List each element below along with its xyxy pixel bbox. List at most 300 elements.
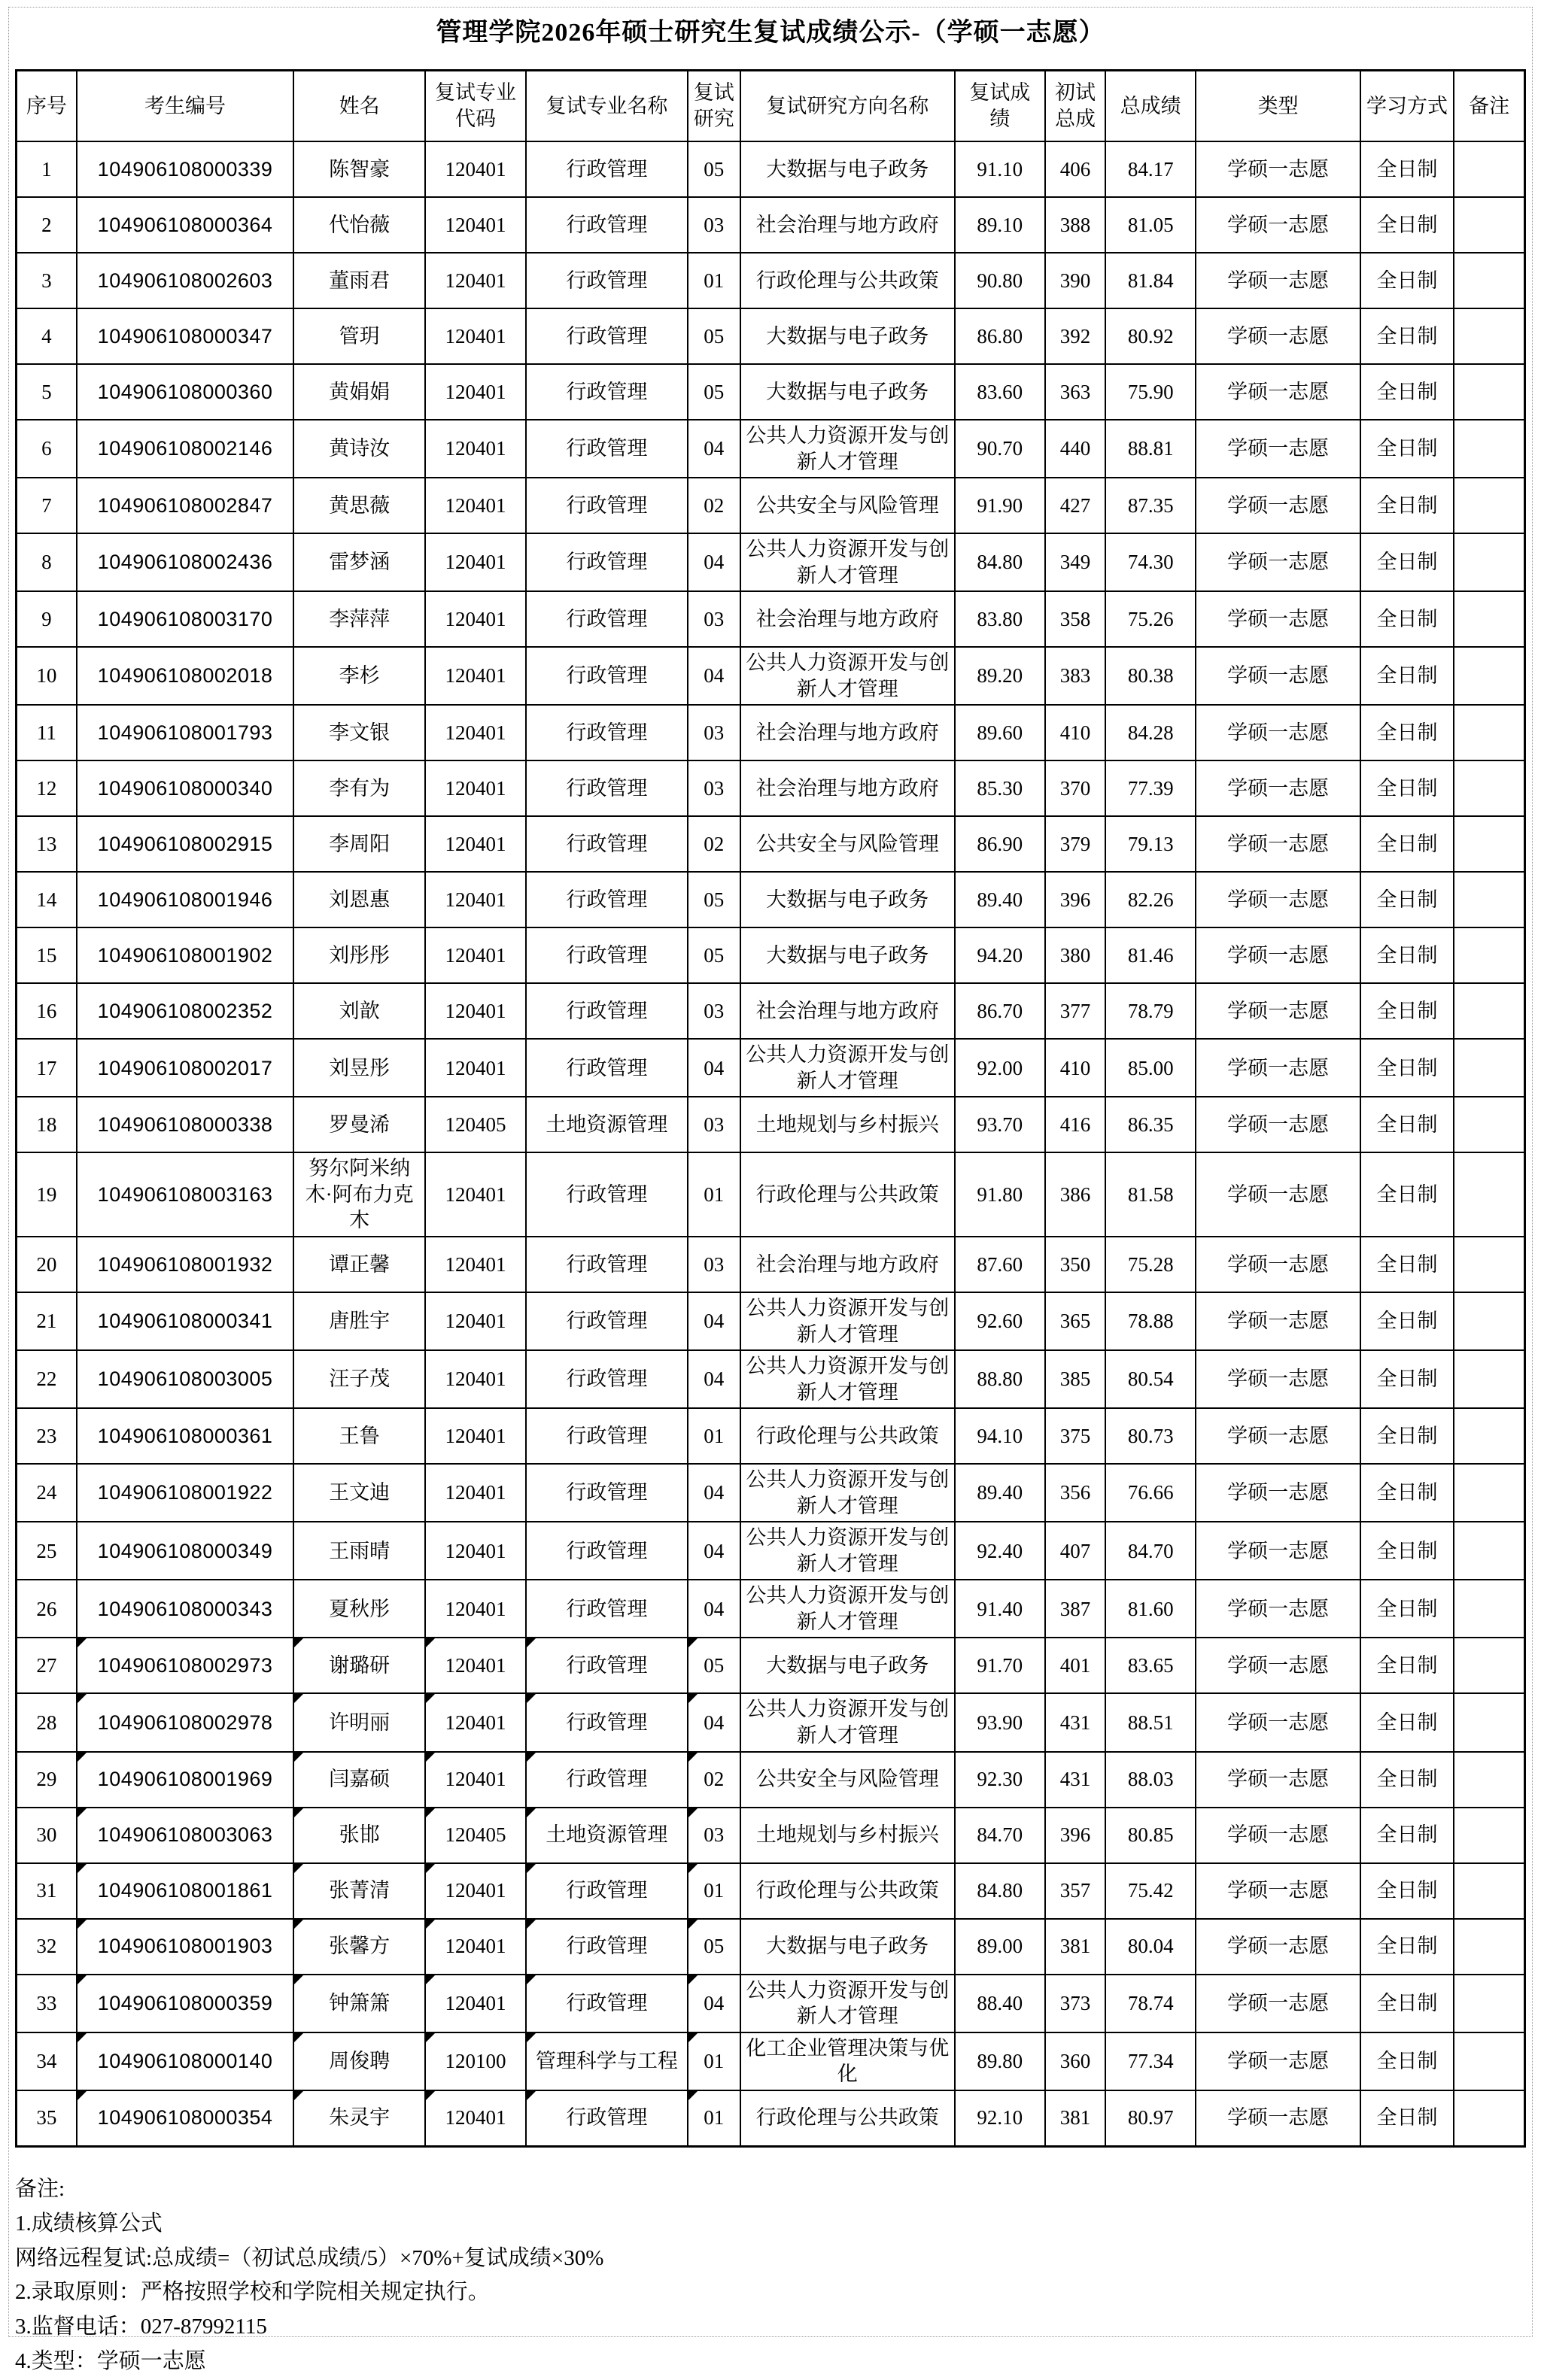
cell-retest-score: 91.70 [955, 1638, 1045, 1693]
cell-type: 学硕一志愿 [1196, 1693, 1360, 1751]
cell-candidate-name: 陈智豪 [293, 141, 424, 197]
cell-major-name: 行政管理 [526, 1464, 688, 1522]
table-row [17, 1752, 1525, 1808]
cell-candidate-id: 104906108000354 [77, 2090, 294, 2147]
cell-study-mode: 全日制 [1360, 1464, 1454, 1522]
cell-direction-name: 公共人力资源开发与创新人才管理 [740, 1292, 955, 1350]
cell-major-name: 管理科学与工程 [526, 2032, 688, 2090]
cell-direction-code: 04 [688, 1975, 740, 2032]
cell-index: 19 [17, 1152, 77, 1237]
cell-index: 26 [17, 1580, 77, 1638]
cell-total-score: 75.28 [1105, 1237, 1196, 1292]
table-row [17, 1464, 1525, 1522]
cell-direction-code: 04 [688, 420, 740, 478]
cell-direction-name: 化工企业管理决策与优化 [740, 2032, 955, 2090]
cell-index: 16 [17, 983, 77, 1039]
cell-initial-total: 379 [1045, 816, 1105, 872]
cell-initial-total: 392 [1045, 308, 1105, 364]
header-type: 类型 [1196, 71, 1360, 142]
cell-direction-code: 04 [688, 1039, 740, 1097]
cell-initial-total: 396 [1045, 872, 1105, 927]
table-row [17, 1919, 1525, 1975]
cell-index: 11 [17, 705, 77, 760]
cell-initial-total: 358 [1045, 591, 1105, 647]
cell-index: 17 [17, 1039, 77, 1097]
cell-major-name: 行政管理 [526, 872, 688, 927]
cell-retest-score: 84.70 [955, 1808, 1045, 1863]
header-remark: 备注 [1454, 71, 1524, 142]
cell-direction-code: 03 [688, 705, 740, 760]
cell-major-code: 120401 [425, 1350, 526, 1408]
cell-direction-name: 社会治理与地方政府 [740, 983, 955, 1039]
cell-initial-total: 349 [1045, 533, 1105, 591]
cell-direction-code: 03 [688, 197, 740, 253]
cell-major-name: 行政管理 [526, 705, 688, 760]
cell-index: 6 [17, 420, 77, 478]
cell-direction-code: 01 [688, 2090, 740, 2147]
cell-type: 学硕一志愿 [1196, 1408, 1360, 1464]
cell-retest-score: 91.90 [955, 478, 1045, 533]
cell-major-name: 行政管理 [526, 1752, 688, 1808]
cell-total-score: 78.79 [1105, 983, 1196, 1039]
cell-major-code: 120401 [425, 197, 526, 253]
cell-direction-name: 公共安全与风险管理 [740, 816, 955, 872]
cell-type: 学硕一志愿 [1196, 308, 1360, 364]
cell-study-mode: 全日制 [1360, 591, 1454, 647]
cell-direction-name: 公共人力资源开发与创新人才管理 [740, 533, 955, 591]
cell-candidate-name: 许明丽 [293, 1693, 424, 1751]
cell-major-name: 行政管理 [526, 1693, 688, 1751]
cell-candidate-name: 王文迪 [293, 1464, 424, 1522]
cell-remark [1454, 420, 1524, 478]
cell-index: 23 [17, 1408, 77, 1464]
header-candidate-id: 考生编号 [77, 71, 294, 142]
cell-major-code: 120405 [425, 1097, 526, 1152]
cell-retest-score: 90.80 [955, 253, 1045, 308]
cell-major-name: 行政管理 [526, 141, 688, 197]
cell-retest-score: 93.90 [955, 1693, 1045, 1751]
cell-direction-code: 04 [688, 647, 740, 705]
table-row [17, 2032, 1525, 2090]
cell-major-name: 行政管理 [526, 1522, 688, 1580]
cell-major-name: 行政管理 [526, 197, 688, 253]
cell-initial-total: 373 [1045, 1975, 1105, 2032]
cell-type: 学硕一志愿 [1196, 1039, 1360, 1097]
cell-type: 学硕一志愿 [1196, 872, 1360, 927]
cell-initial-total: 388 [1045, 197, 1105, 253]
cell-direction-code: 02 [688, 478, 740, 533]
cell-total-score: 81.05 [1105, 197, 1196, 253]
cell-major-name: 行政管理 [526, 1580, 688, 1638]
cell-major-name: 行政管理 [526, 420, 688, 478]
cell-retest-score: 89.40 [955, 1464, 1045, 1522]
cell-remark [1454, 705, 1524, 760]
cell-major-code: 120401 [425, 1292, 526, 1350]
cell-remark [1454, 1237, 1524, 1292]
cell-study-mode: 全日制 [1360, 1039, 1454, 1097]
cell-total-score: 74.30 [1105, 533, 1196, 591]
cell-direction-code: 03 [688, 1808, 740, 1863]
cell-major-code: 120401 [425, 420, 526, 478]
cell-candidate-id: 104906108000341 [77, 1292, 294, 1350]
cell-retest-score: 91.40 [955, 1580, 1045, 1638]
header-retest-score: 复试成绩 [955, 71, 1045, 142]
table-row [17, 533, 1525, 591]
cell-remark [1454, 197, 1524, 253]
cell-major-name: 行政管理 [526, 364, 688, 420]
cell-major-name: 行政管理 [526, 1152, 688, 1237]
cell-direction-name: 公共人力资源开发与创新人才管理 [740, 1580, 955, 1638]
cell-major-name: 行政管理 [526, 591, 688, 647]
cell-initial-total: 401 [1045, 1638, 1105, 1693]
cell-initial-total: 396 [1045, 1808, 1105, 1863]
cell-major-name: 行政管理 [526, 1292, 688, 1350]
cell-initial-total: 383 [1045, 647, 1105, 705]
content [15, 14, 1526, 2380]
cell-candidate-name: 王雨晴 [293, 1522, 424, 1580]
header-major-code: 复试专业代码 [425, 71, 526, 142]
cell-total-score: 80.92 [1105, 308, 1196, 364]
cell-retest-score: 83.60 [955, 364, 1045, 420]
cell-retest-score: 89.10 [955, 197, 1045, 253]
cell-direction-code: 02 [688, 816, 740, 872]
cell-candidate-id: 104906108002847 [77, 478, 294, 533]
header-total-score: 总成绩 [1105, 71, 1196, 142]
cell-type: 学硕一志愿 [1196, 1522, 1360, 1580]
note-line: 2.录取原则：严格按照学校和学院相关规定执行。 [15, 2280, 490, 2305]
cell-candidate-id: 104906108000347 [77, 308, 294, 364]
cell-retest-score: 92.40 [955, 1522, 1045, 1580]
cell-major-code: 120401 [425, 927, 526, 983]
cell-direction-code: 04 [688, 1464, 740, 1522]
cell-study-mode: 全日制 [1360, 1975, 1454, 2032]
cell-total-score: 86.35 [1105, 1097, 1196, 1152]
cell-direction-name: 大数据与电子政务 [740, 927, 955, 983]
cell-major-code: 120401 [425, 591, 526, 647]
cell-index: 12 [17, 760, 77, 816]
header-initial-total: 初试总成 [1045, 71, 1105, 142]
table-body [17, 141, 1525, 2146]
cell-candidate-id: 104906108000343 [77, 1580, 294, 1638]
cell-direction-name: 行政伦理与公共政策 [740, 1863, 955, 1919]
cell-initial-total: 416 [1045, 1097, 1105, 1152]
cell-major-code: 120401 [425, 2090, 526, 2147]
cell-index: 35 [17, 2090, 77, 2147]
cell-candidate-id: 104906108001793 [77, 705, 294, 760]
cell-type: 学硕一志愿 [1196, 705, 1360, 760]
cell-remark [1454, 1097, 1524, 1152]
cell-total-score: 81.60 [1105, 1580, 1196, 1638]
cell-major-name: 行政管理 [526, 478, 688, 533]
cell-index: 10 [17, 647, 77, 705]
cell-study-mode: 全日制 [1360, 420, 1454, 478]
cell-retest-score: 91.10 [955, 141, 1045, 197]
cell-candidate-id: 104906108000339 [77, 141, 294, 197]
cell-major-code: 120401 [425, 1152, 526, 1237]
cell-candidate-name: 朱灵宇 [293, 2090, 424, 2147]
cell-total-score: 83.65 [1105, 1638, 1196, 1693]
cell-remark [1454, 1919, 1524, 1975]
cell-major-code: 120100 [425, 2032, 526, 2090]
cell-index: 18 [17, 1097, 77, 1152]
cell-type: 学硕一志愿 [1196, 647, 1360, 705]
cell-type: 学硕一志愿 [1196, 2090, 1360, 2147]
cell-major-code: 120401 [425, 1580, 526, 1638]
cell-total-score: 81.46 [1105, 927, 1196, 983]
table-row [17, 1292, 1525, 1350]
cell-total-score: 84.17 [1105, 141, 1196, 197]
cell-candidate-id: 104906108002973 [77, 1638, 294, 1693]
cell-retest-score: 92.00 [955, 1039, 1045, 1097]
table-row [17, 1408, 1525, 1464]
cell-candidate-name: 刘彤彤 [293, 927, 424, 983]
cell-type: 学硕一志愿 [1196, 1752, 1360, 1808]
cell-candidate-id: 104906108002978 [77, 1693, 294, 1751]
cell-candidate-name: 黄娟娟 [293, 364, 424, 420]
cell-candidate-name: 黄诗汝 [293, 420, 424, 478]
cell-type: 学硕一志愿 [1196, 197, 1360, 253]
cell-initial-total: 350 [1045, 1237, 1105, 1292]
cell-type: 学硕一志愿 [1196, 1350, 1360, 1408]
cell-remark [1454, 2090, 1524, 2147]
cell-major-name: 行政管理 [526, 308, 688, 364]
cell-major-name: 土地资源管理 [526, 1808, 688, 1863]
cell-remark [1454, 1638, 1524, 1693]
cell-remark [1454, 1464, 1524, 1522]
cell-total-score: 84.28 [1105, 705, 1196, 760]
cell-candidate-name: 钟箫箫 [293, 1975, 424, 2032]
table-row [17, 1522, 1525, 1580]
cell-major-name: 行政管理 [526, 1408, 688, 1464]
cell-study-mode: 全日制 [1360, 533, 1454, 591]
cell-remark [1454, 872, 1524, 927]
cell-direction-name: 社会治理与地方政府 [740, 760, 955, 816]
cell-total-score: 85.00 [1105, 1039, 1196, 1097]
cell-major-code: 120401 [425, 1237, 526, 1292]
cell-direction-name: 大数据与电子政务 [740, 1638, 955, 1693]
cell-direction-name: 行政伦理与公共政策 [740, 1408, 955, 1464]
cell-remark [1454, 1522, 1524, 1580]
cell-study-mode: 全日制 [1360, 308, 1454, 364]
cell-initial-total: 360 [1045, 2032, 1105, 2090]
cell-major-code: 120401 [425, 760, 526, 816]
cell-study-mode: 全日制 [1360, 1863, 1454, 1919]
cell-candidate-id: 104906108000349 [77, 1522, 294, 1580]
table-row [17, 1580, 1525, 1638]
cell-candidate-name: 刘昱彤 [293, 1039, 424, 1097]
table-row [17, 816, 1525, 872]
cell-major-name: 土地资源管理 [526, 1097, 688, 1152]
cell-direction-code: 04 [688, 1693, 740, 1751]
note-line: 3.监督电话：027-87992115 [15, 2315, 267, 2339]
cell-remark [1454, 1693, 1524, 1751]
cell-candidate-name: 刘歆 [293, 983, 424, 1039]
header-row [17, 71, 1525, 142]
cell-direction-name: 大数据与电子政务 [740, 872, 955, 927]
cell-major-name: 行政管理 [526, 1638, 688, 1693]
cell-retest-score: 94.20 [955, 927, 1045, 983]
cell-direction-name: 社会治理与地方政府 [740, 705, 955, 760]
cell-direction-name: 公共安全与风险管理 [740, 478, 955, 533]
cell-total-score: 75.42 [1105, 1863, 1196, 1919]
cell-retest-score: 89.60 [955, 705, 1045, 760]
cell-candidate-name: 汪子茂 [293, 1350, 424, 1408]
cell-major-code: 120401 [425, 1863, 526, 1919]
cell-major-code: 120401 [425, 533, 526, 591]
cell-direction-name: 公共人力资源开发与创新人才管理 [740, 1350, 955, 1408]
cell-study-mode: 全日制 [1360, 1580, 1454, 1638]
cell-total-score: 88.51 [1105, 1693, 1196, 1751]
cell-retest-score: 84.80 [955, 533, 1045, 591]
cell-major-code: 120401 [425, 1408, 526, 1464]
cell-study-mode: 全日制 [1360, 1808, 1454, 1863]
cell-total-score: 88.81 [1105, 420, 1196, 478]
cell-initial-total: 385 [1045, 1350, 1105, 1408]
cell-major-code: 120401 [425, 1522, 526, 1580]
cell-remark [1454, 1292, 1524, 1350]
table-row [17, 1039, 1525, 1097]
cell-remark [1454, 1580, 1524, 1638]
cell-type: 学硕一志愿 [1196, 1237, 1360, 1292]
cell-type: 学硕一志愿 [1196, 1580, 1360, 1638]
cell-candidate-id: 104906108002146 [77, 420, 294, 478]
header-study-mode: 学习方式 [1360, 71, 1454, 142]
cell-retest-score: 86.90 [955, 816, 1045, 872]
cell-type: 学硕一志愿 [1196, 927, 1360, 983]
cell-direction-code: 05 [688, 1638, 740, 1693]
cell-type: 学硕一志愿 [1196, 816, 1360, 872]
cell-direction-name: 土地规划与乡村振兴 [740, 1808, 955, 1863]
cell-index: 33 [17, 1975, 77, 2032]
cell-study-mode: 全日制 [1360, 1693, 1454, 1751]
table-row [17, 983, 1525, 1039]
cell-type: 学硕一志愿 [1196, 1863, 1360, 1919]
cell-candidate-name: 王鲁 [293, 1408, 424, 1464]
cell-candidate-id: 104906108003163 [77, 1152, 294, 1237]
cell-initial-total: 377 [1045, 983, 1105, 1039]
cell-total-score: 76.66 [1105, 1464, 1196, 1522]
cell-direction-code: 03 [688, 760, 740, 816]
cell-type: 学硕一志愿 [1196, 1919, 1360, 1975]
cell-study-mode: 全日制 [1360, 2090, 1454, 2147]
cell-total-score: 78.88 [1105, 1292, 1196, 1350]
cell-major-code: 120401 [425, 1975, 526, 2032]
cell-index: 31 [17, 1863, 77, 1919]
cell-candidate-name: 周俊聘 [293, 2032, 424, 2090]
cell-direction-name: 行政伦理与公共政策 [740, 2090, 955, 2147]
cell-direction-code: 01 [688, 253, 740, 308]
cell-major-code: 120401 [425, 253, 526, 308]
table-row [17, 1097, 1525, 1152]
cell-initial-total: 427 [1045, 478, 1105, 533]
cell-index: 4 [17, 308, 77, 364]
table-row [17, 197, 1525, 253]
cell-index: 28 [17, 1693, 77, 1751]
cell-type: 学硕一志愿 [1196, 253, 1360, 308]
header-direction-code: 复试研究 [688, 71, 740, 142]
cell-study-mode: 全日制 [1360, 760, 1454, 816]
table-row [17, 1152, 1525, 1237]
cell-study-mode: 全日制 [1360, 927, 1454, 983]
cell-direction-name: 社会治理与地方政府 [740, 197, 955, 253]
cell-index: 25 [17, 1522, 77, 1580]
table-row [17, 2090, 1525, 2147]
cell-total-score: 84.70 [1105, 1522, 1196, 1580]
cell-study-mode: 全日制 [1360, 2032, 1454, 2090]
cell-direction-name: 社会治理与地方政府 [740, 591, 955, 647]
cell-direction-code: 05 [688, 872, 740, 927]
cell-index: 32 [17, 1919, 77, 1975]
cell-initial-total: 386 [1045, 1152, 1105, 1237]
cell-total-score: 81.58 [1105, 1152, 1196, 1237]
cell-remark [1454, 1863, 1524, 1919]
cell-initial-total: 407 [1045, 1522, 1105, 1580]
cell-retest-score: 86.80 [955, 308, 1045, 364]
cell-remark [1454, 647, 1524, 705]
cell-direction-name: 公共安全与风险管理 [740, 1752, 955, 1808]
cell-candidate-id: 104906108000340 [77, 760, 294, 816]
cell-study-mode: 全日制 [1360, 1638, 1454, 1693]
cell-study-mode: 全日制 [1360, 816, 1454, 872]
cell-study-mode: 全日制 [1360, 1152, 1454, 1237]
cell-candidate-id: 104906108002436 [77, 533, 294, 591]
cell-type: 学硕一志愿 [1196, 1097, 1360, 1152]
cell-remark [1454, 1408, 1524, 1464]
cell-retest-score: 94.10 [955, 1408, 1045, 1464]
cell-candidate-name: 唐胜宇 [293, 1292, 424, 1350]
cell-candidate-name: 黄思薇 [293, 478, 424, 533]
cell-candidate-name: 闫嘉硕 [293, 1752, 424, 1808]
table-row [17, 1350, 1525, 1408]
cell-direction-code: 03 [688, 591, 740, 647]
cell-type: 学硕一志愿 [1196, 364, 1360, 420]
table-row [17, 1693, 1525, 1751]
cell-study-mode: 全日制 [1360, 141, 1454, 197]
cell-retest-score: 93.70 [955, 1097, 1045, 1152]
cell-index: 22 [17, 1350, 77, 1408]
header-candidate-name: 姓名 [293, 71, 424, 142]
cell-initial-total: 387 [1045, 1580, 1105, 1638]
cell-study-mode: 全日制 [1360, 1919, 1454, 1975]
cell-major-code: 120401 [425, 478, 526, 533]
cell-direction-name: 大数据与电子政务 [740, 308, 955, 364]
cell-type: 学硕一志愿 [1196, 1292, 1360, 1350]
cell-direction-code: 01 [688, 1152, 740, 1237]
cell-candidate-name: 李有为 [293, 760, 424, 816]
cell-major-name: 行政管理 [526, 1350, 688, 1408]
cell-direction-name: 土地规划与乡村振兴 [740, 1097, 955, 1152]
header-index: 序号 [17, 71, 77, 142]
cell-type: 学硕一志愿 [1196, 533, 1360, 591]
note-line: 网络远程复试:总成绩=（初试总成绩/5）×70%+复试成绩×30% [15, 2245, 604, 2270]
cell-index: 7 [17, 478, 77, 533]
cell-study-mode: 全日制 [1360, 1408, 1454, 1464]
cell-remark [1454, 478, 1524, 533]
cell-study-mode: 全日制 [1360, 983, 1454, 1039]
cell-major-name: 行政管理 [526, 983, 688, 1039]
table-row [17, 705, 1525, 760]
cell-total-score: 80.38 [1105, 647, 1196, 705]
table-row [17, 253, 1525, 308]
cell-candidate-name: 谭正馨 [293, 1237, 424, 1292]
cell-major-name: 行政管理 [526, 1919, 688, 1975]
cell-study-mode: 全日制 [1360, 364, 1454, 420]
cell-index: 15 [17, 927, 77, 983]
cell-initial-total: 381 [1045, 2090, 1105, 2147]
cell-study-mode: 全日制 [1360, 872, 1454, 927]
cell-candidate-id: 104906108000338 [77, 1097, 294, 1152]
cell-direction-code: 05 [688, 141, 740, 197]
